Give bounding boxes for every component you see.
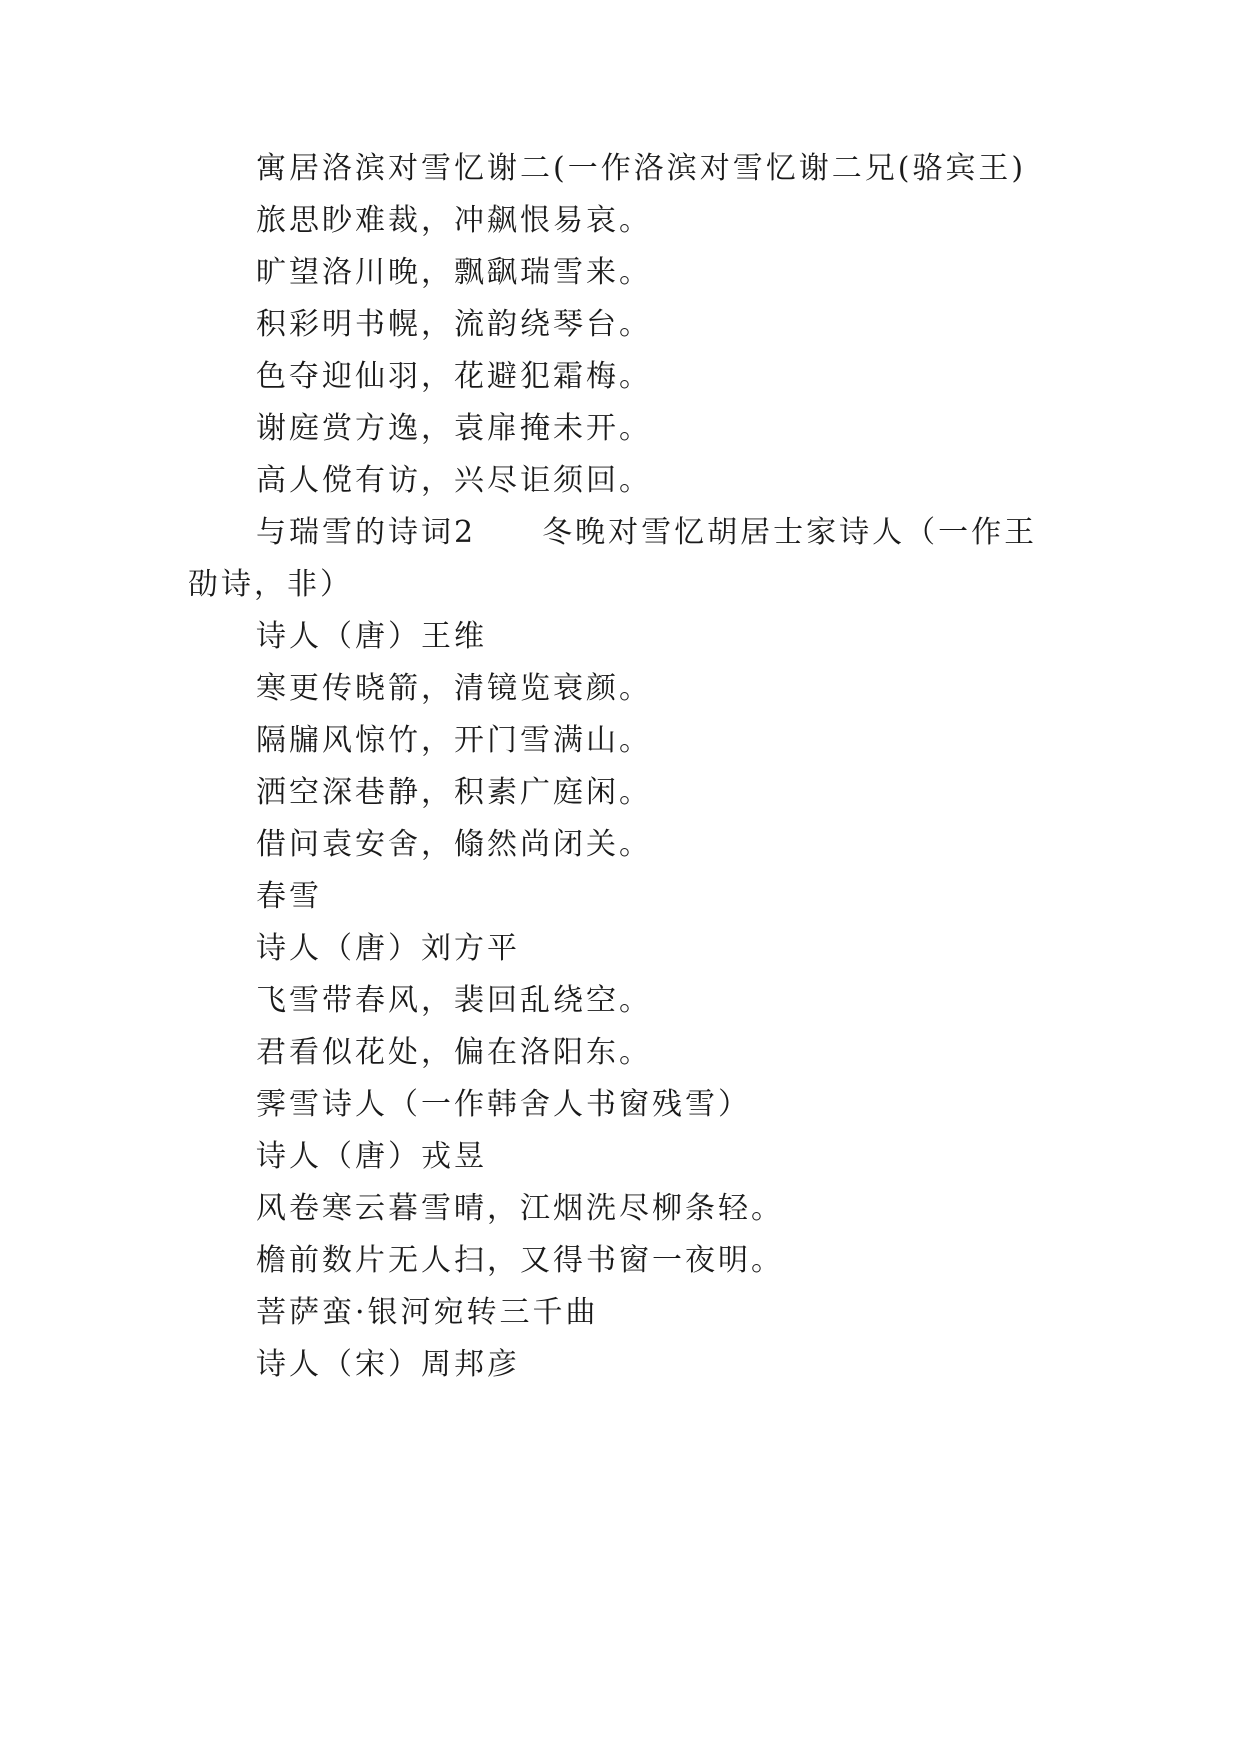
poem-verse-line: 洒空深巷静，积素广庭闲。 bbox=[256, 775, 652, 810]
poem-verse-line: 风卷寒云暮雪晴，江烟洗尽柳条轻。 bbox=[256, 1191, 784, 1226]
poem-verse-line: 檐前数片无人扫，又得书窗一夜明。 bbox=[256, 1243, 784, 1278]
poem-verse-line: 积彩明书幌，流韵绕琴台。 bbox=[256, 307, 652, 342]
poem-verse-line: 寒更传晓箭，清镜览衰颜。 bbox=[256, 671, 652, 706]
poem-title-line: 寓居洛滨对雪忆谢二(一作洛滨对雪忆谢二兄(骆宾王) bbox=[256, 151, 1027, 186]
poem-author-line: 诗人（宋）周邦彦 bbox=[256, 1347, 520, 1382]
poem-verse-line: 旷望洛川晚，飘飖瑞雪来。 bbox=[256, 255, 652, 290]
poem-verse-line: 君看似花处，偏在洛阳东。 bbox=[256, 1035, 652, 1070]
poem-author-line: 诗人（唐）王维 bbox=[256, 619, 487, 654]
poem-title-line: 菩萨蛮·银河宛转三千曲 bbox=[256, 1295, 599, 1330]
poem-author-line: 诗人（唐）刘方平 bbox=[256, 931, 520, 966]
poem-verse-line: 高人傥有访，兴尽讵须回。 bbox=[256, 463, 652, 498]
poem-title-line: 霁雪诗人（一作韩舍人书窗残雪） bbox=[256, 1087, 751, 1122]
poem-verse-line: 借问袁安舍，翛然尚闭关。 bbox=[256, 827, 652, 862]
poem-verse-line: 色夺迎仙羽，花避犯霜梅。 bbox=[256, 359, 652, 394]
poem-title-line: 春雪 bbox=[256, 879, 322, 914]
poem-verse-line: 谢庭赏方逸，袁扉掩未开。 bbox=[256, 411, 652, 446]
poem-verse-line: 旅思眇难裁，冲飙恨易哀。 bbox=[256, 203, 652, 238]
poem-verse-line: 飞雪带春风，裴回乱绕空。 bbox=[256, 983, 652, 1018]
section-heading-continuation: 劭诗，非） bbox=[188, 567, 353, 602]
section-heading-line: 与瑞雪的诗词2 冬晚对雪忆胡居士家诗人（一作王 bbox=[256, 515, 1038, 550]
poem-author-line: 诗人（唐）戎昱 bbox=[256, 1139, 487, 1174]
poem-verse-line: 隔牖风惊竹，开门雪满山。 bbox=[256, 723, 652, 758]
